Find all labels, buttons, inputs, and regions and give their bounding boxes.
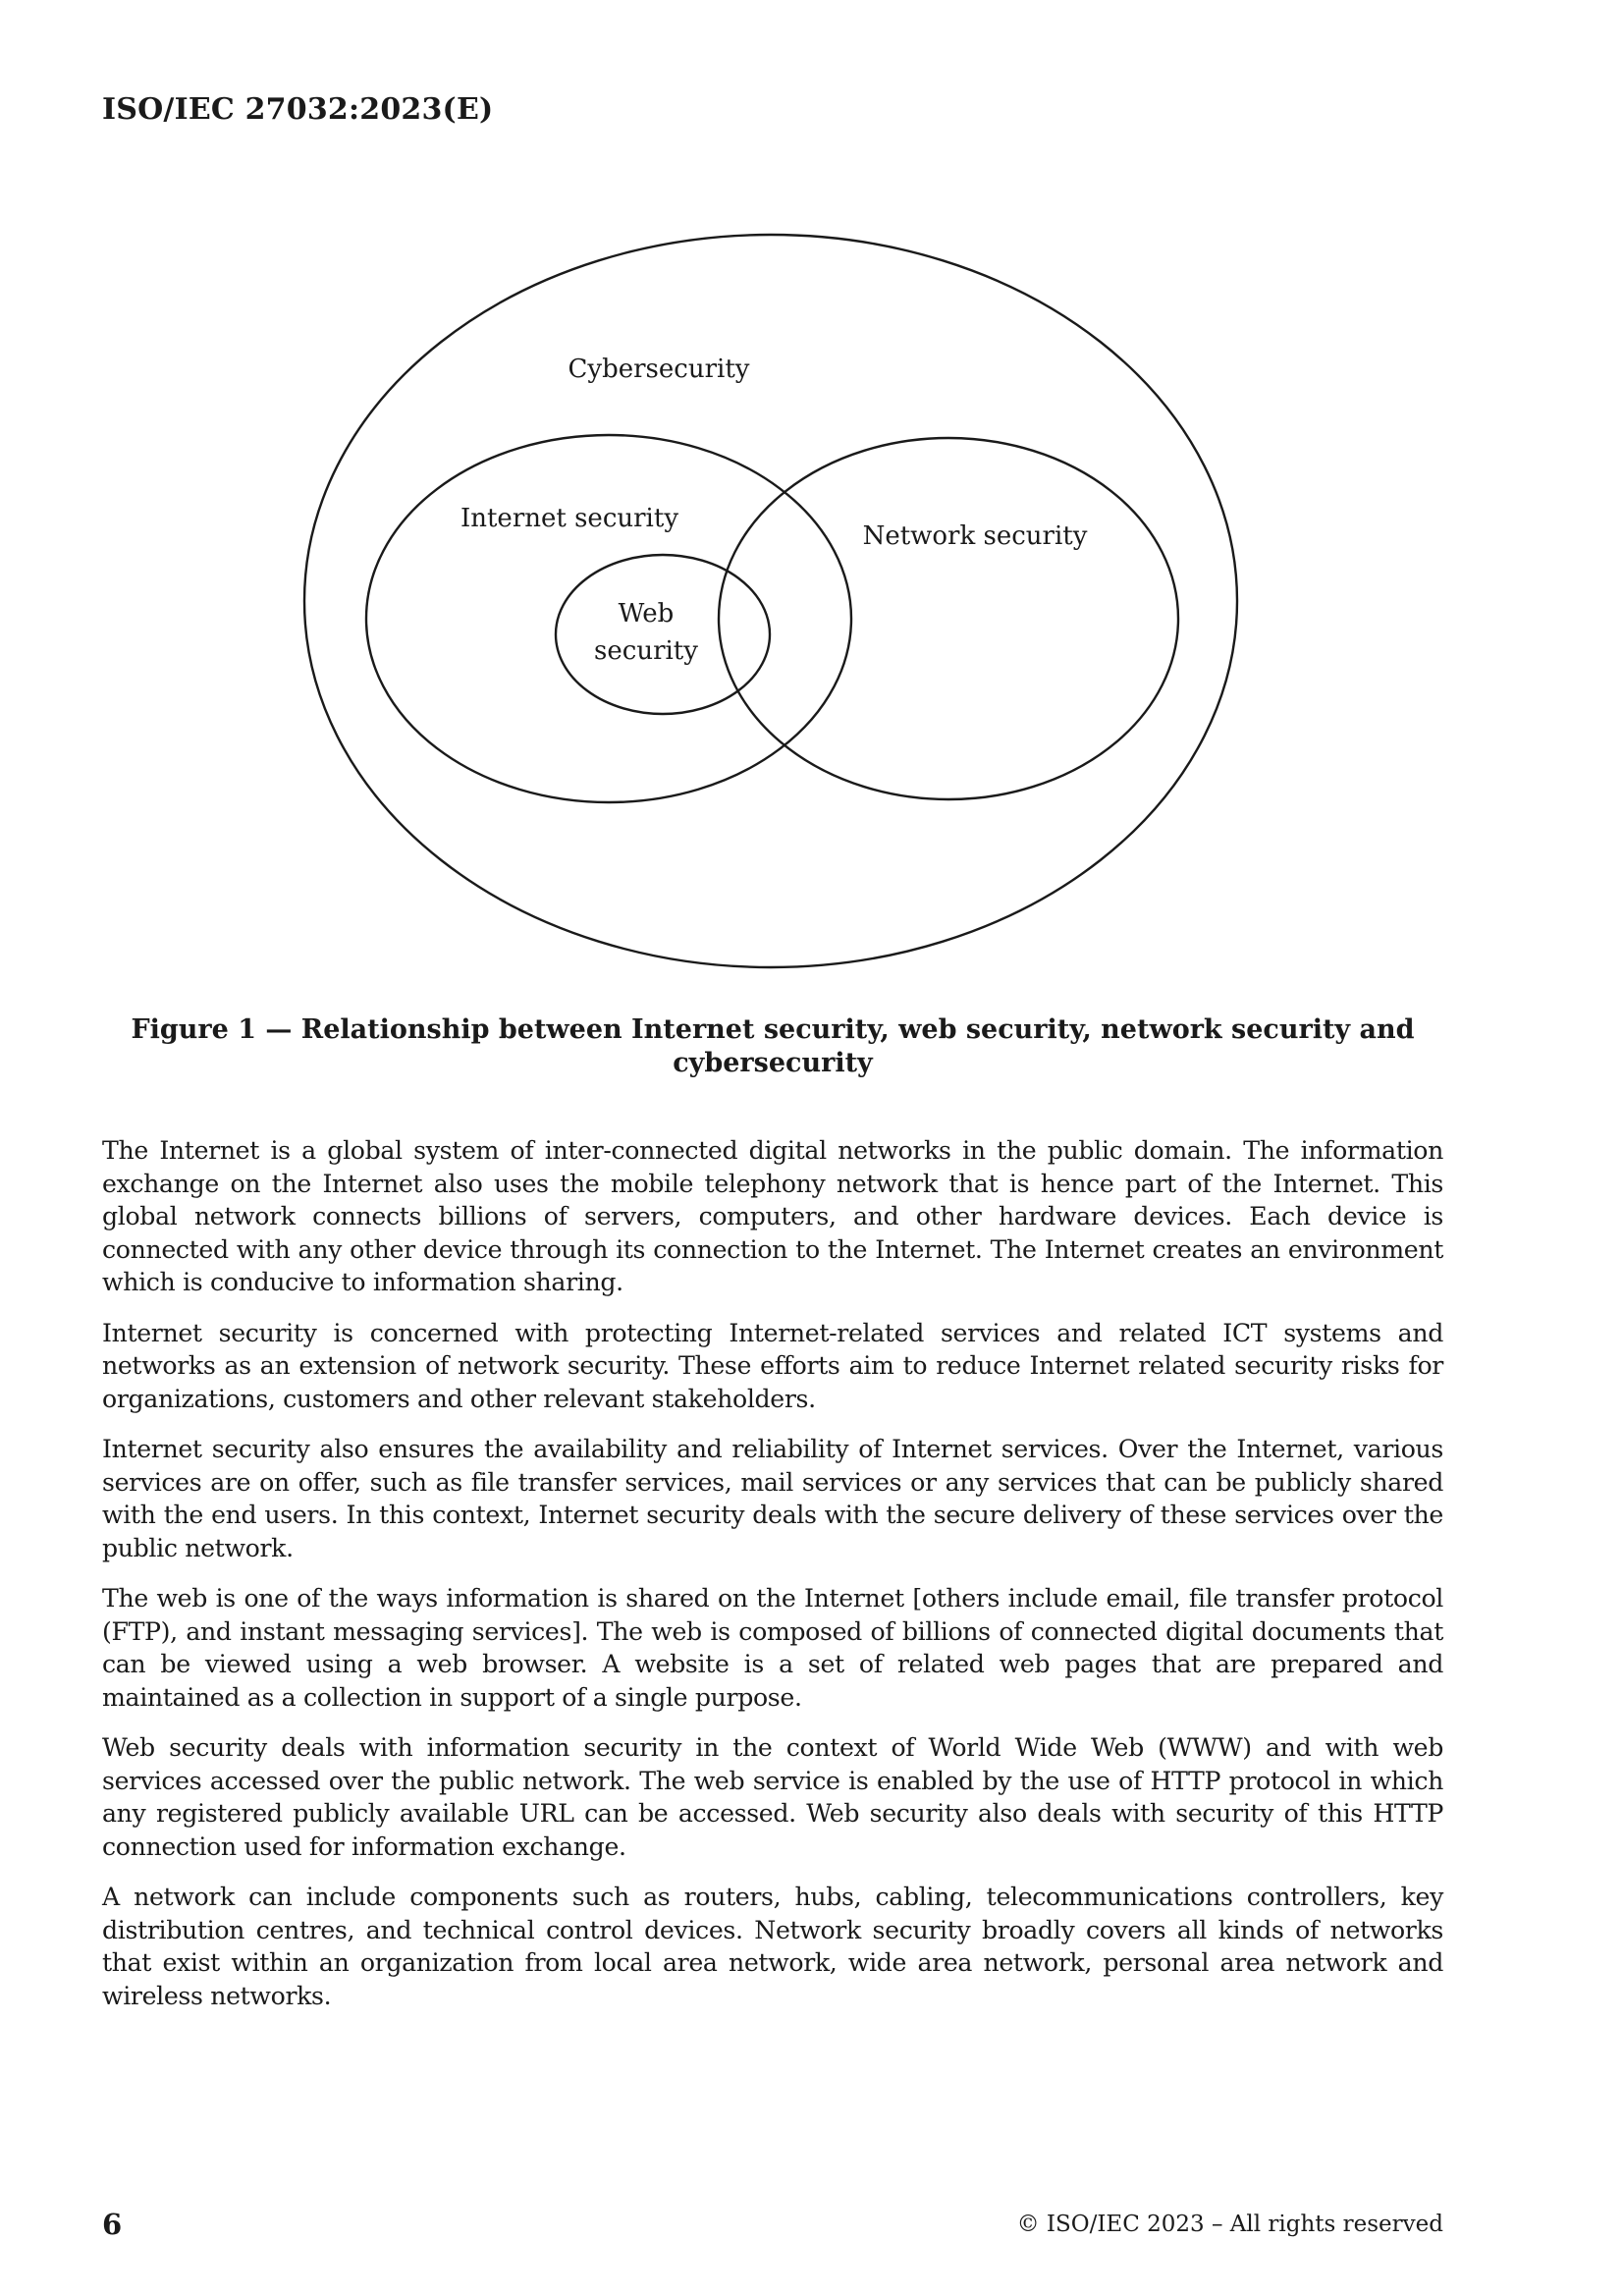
network-security-label: Network security: [862, 521, 1088, 551]
paragraph-web-security: Web security deals with information security in the context of World Wide Web (WWW) and with web services accessed over the public network. The web service is enabled by the use of HTTP protocol in which any registered publicly available URL can be accessed. Web security also deals with security of this HTTP connection used for information exchange.: [102, 1733, 1443, 1861]
internet-security-label: Internet security: [460, 504, 679, 533]
web-security-label-line2: security: [594, 636, 698, 666]
figure-caption-line2: cybersecurity: [673, 1048, 873, 1078]
copyright-notice: © ISO/IEC 2023 – All rights reserved: [1016, 2212, 1443, 2237]
figure-caption-line1: Figure 1 — Relationship between Internet security, web security, network security and: [131, 1014, 1415, 1045]
paragraph-web: The web is one of the ways information is shared on the Internet [others include email, file transfer protocol (FTP), and instant messaging services]. The web is composed of billions of connected digital documents that can be viewed using a web browser. A website is a set of related web pages that are prepared and maintained as a collection in support of a single purpose.: [102, 1584, 1443, 1712]
paragraph-network: A network can include components such as routers, hubs, cabling, telecommunications controllers, key distribution centres, and technical control devices. Network security broadly covers all kinds of networks that exist within an organization from local area network, wide area network, personal area network and wireless networks.: [102, 1883, 1443, 2010]
paragraph-internet-security: Internet security is concerned with protecting Internet-related services and related ICT systems and networks as an extension of network security. These efforts aim to reduce Internet related security risks for organizations, customers and other relevant stakeholders.: [102, 1318, 1443, 1413]
body-text: [102, 1134, 1443, 2030]
paragraph-internet-services: Internet security also ensures the availability and reliability of Internet services. Over the Internet, various services are on offer, such as file transfer services, mail services or any services that can be publicly shared with the end users. In this context, Internet security deals with the secure delivery of these services over the public network.: [102, 1435, 1443, 1562]
network-security-ellipse: [719, 438, 1178, 799]
page-number: 6: [102, 2208, 123, 2241]
web-security-ellipse: [556, 555, 770, 714]
document-id-header: ISO/IEC 27032:2023(E): [102, 92, 494, 127]
web-security-label-line1: Web: [618, 599, 675, 629]
paragraph-internet: The Internet is a global system of inter-connected digital networks in the public domain. The information exchange on the Internet also uses the mobile telephony network that is hence part of the Internet. This global network connects billions of servers, computers, and other hardware devices. Each device is connected with any other device through its connection to the Internet. The Internet creates an environment which is conducive to information sharing.: [102, 1136, 1443, 1296]
internet-security-ellipse: [366, 435, 851, 802]
cybersecurity-label: Cybersecurity: [568, 355, 750, 384]
venn-diagram: [0, 0, 1623, 982]
cybersecurity-ellipse: [304, 235, 1237, 967]
figure-caption: [102, 1013, 1443, 1080]
